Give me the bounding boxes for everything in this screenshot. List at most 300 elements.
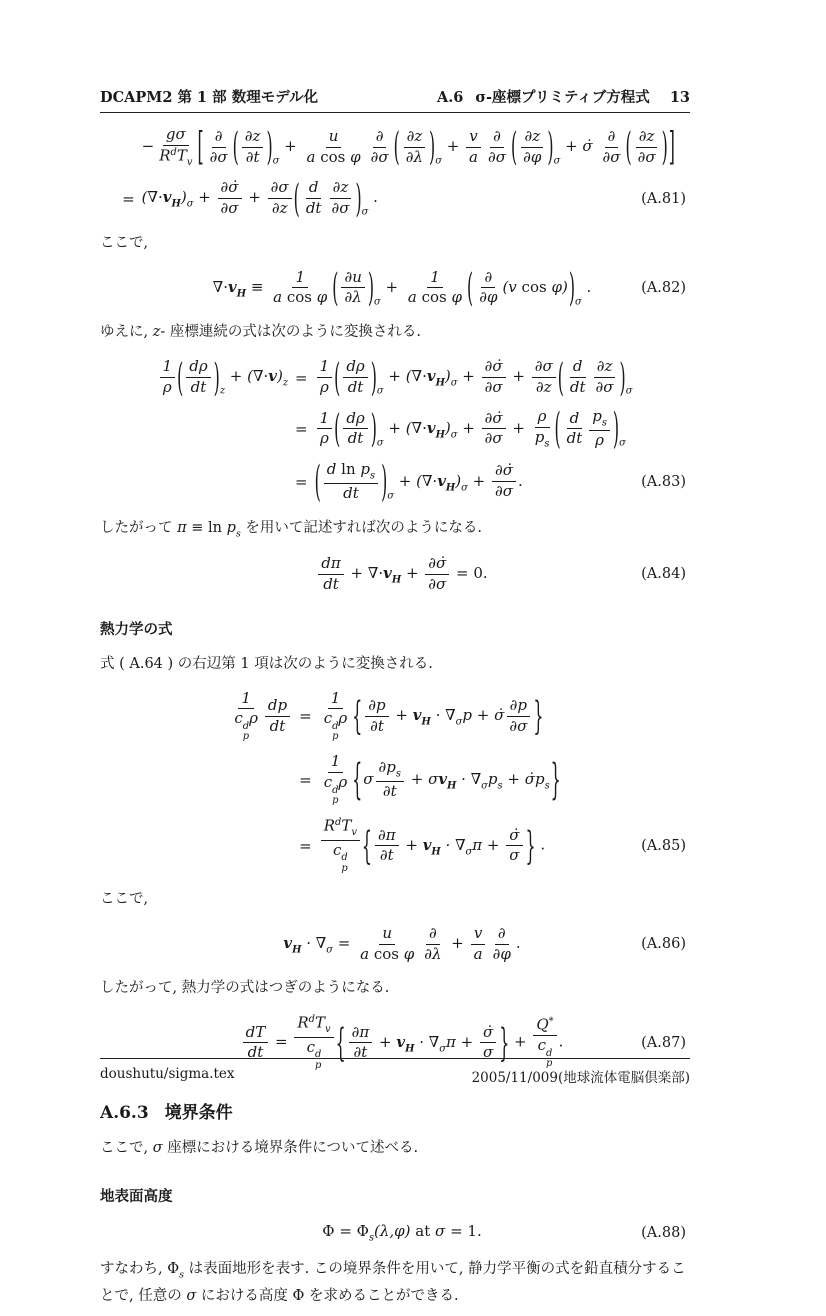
math-roman: . — [581, 277, 592, 296]
equation-relation: = — [295, 368, 308, 387]
close-delimiter: ] — [668, 122, 675, 170]
fraction-denominator — [321, 709, 351, 742]
open-delimiter: ( — [511, 122, 518, 170]
fraction-numerator — [376, 759, 404, 782]
math-bold-vector: H — [405, 1043, 415, 1055]
math-roman: したがって — [100, 519, 178, 536]
math-roman: ∇· — [421, 471, 438, 490]
math-italic: ∂ — [493, 126, 501, 145]
fraction-numerator — [567, 410, 583, 430]
math-italic: ∂σ̇ — [494, 461, 513, 480]
group-content — [239, 128, 267, 166]
math-subscript — [325, 1024, 331, 1035]
math-fraction — [482, 410, 506, 448]
math-sub — [332, 732, 338, 742]
footer-filename: doushutu/sigma.tex — [100, 1066, 235, 1082]
math-italic: ∂σ — [602, 147, 621, 166]
fraction-denominator — [345, 378, 367, 397]
math-bold-vector: H — [236, 288, 247, 300]
math-fraction — [207, 128, 231, 166]
math-fraction — [425, 555, 449, 593]
math-italic: ∂σ̇ — [220, 178, 239, 197]
fraction-denominator — [320, 575, 342, 594]
math-italic: φ — [350, 147, 361, 166]
fraction-denominator — [269, 199, 291, 218]
math-fraction — [599, 128, 623, 166]
math-subscript — [421, 716, 430, 727]
equation-rhs — [319, 817, 545, 874]
math-italic: ∂u — [344, 267, 362, 286]
math-italic: dt — [247, 1043, 264, 1062]
math-italic: c — [234, 709, 243, 728]
math-italic: d — [569, 408, 580, 427]
fraction-numerator — [375, 827, 399, 847]
fraction-denominator — [342, 288, 365, 307]
math-fraction — [589, 408, 610, 450]
fraction-denominator — [303, 199, 325, 218]
math-fraction — [520, 128, 544, 166]
fraction-numerator — [218, 179, 242, 199]
math-italic: σ — [326, 944, 333, 956]
math-italic: σ — [435, 1222, 446, 1241]
math-fraction — [268, 179, 292, 217]
open-delimiter: ( — [293, 174, 300, 221]
fraction-numerator — [294, 1014, 333, 1038]
paragraph — [100, 887, 690, 912]
math-italic: + σ̇p — [502, 769, 545, 788]
math-fraction — [490, 925, 514, 963]
equation-number: (A.87) — [641, 1034, 686, 1051]
math-italic: σ — [481, 780, 488, 792]
math-subscript — [451, 429, 458, 440]
math-fraction — [365, 697, 388, 735]
math-subscript — [171, 199, 180, 210]
math-fraction — [321, 690, 351, 743]
open-delimiter: ( — [557, 353, 564, 400]
math-fraction — [405, 269, 465, 307]
math-italic: · — [440, 835, 456, 854]
math-italic: σ — [376, 385, 384, 397]
math-italic: ρ — [319, 377, 329, 396]
math-italic: v — [351, 827, 357, 839]
math-italic: ρ — [162, 377, 172, 396]
math-italic: Q — [536, 1015, 549, 1034]
math-italic: s — [544, 780, 550, 792]
document-body — [100, 122, 690, 1309]
math-italic: ρ — [249, 709, 258, 728]
math-italic: R — [297, 1013, 309, 1032]
math-italic: σ — [625, 385, 633, 397]
math-italic: dρ — [189, 357, 208, 376]
math-fraction — [243, 1024, 269, 1062]
math-fraction — [343, 410, 367, 448]
equation-block — [100, 1219, 690, 1244]
close-delimiter: ) — [367, 263, 375, 311]
math-italic: d — [332, 720, 339, 732]
math-roman: = 1. — [445, 1222, 482, 1241]
math-sub — [243, 732, 249, 742]
fraction-denominator — [207, 148, 231, 167]
math-delimited-group — [293, 174, 362, 221]
math-italic: ∂σ — [270, 178, 289, 197]
open-delimiter: ( — [625, 122, 632, 170]
math-italic: 1 — [430, 267, 440, 286]
math-roman: cos — [369, 944, 404, 963]
math-italic: d — [242, 720, 250, 732]
math-roman: Φ = Φ — [322, 1222, 369, 1241]
fraction-denominator — [506, 846, 522, 865]
math-italic: 1 — [319, 357, 330, 376]
math-italic: T — [341, 816, 352, 835]
fraction-numerator — [425, 555, 449, 575]
open-delimiter: { — [335, 1018, 346, 1066]
math-italic: ) — [180, 188, 187, 207]
math-italic: d — [334, 817, 342, 829]
math-bold-vector: v — [268, 367, 277, 386]
math-italic: ) — [276, 367, 283, 386]
math-italic: v — [473, 924, 483, 943]
fraction-numerator — [306, 179, 322, 199]
paragraph — [100, 976, 690, 1001]
math-italic: ρ — [319, 429, 329, 448]
math-italic: σ — [376, 437, 384, 449]
fraction-numerator — [594, 358, 616, 378]
math-italic: σ — [574, 296, 582, 308]
math-italic: ρ — [338, 709, 348, 728]
fraction-denominator — [321, 773, 351, 806]
math-italic: + — [345, 564, 368, 583]
math-delimited-group — [467, 263, 575, 311]
math-italic: π + — [445, 1032, 478, 1051]
math-italic: ) — [444, 418, 451, 437]
math-italic: (λ,φ) — [374, 1222, 411, 1241]
math-italic: ∂σ — [494, 482, 513, 501]
header-section-title: σ-座標プリミティブ方程式 — [475, 89, 650, 106]
math-subscript — [439, 1043, 446, 1054]
group-content — [340, 410, 370, 448]
fraction-numerator — [330, 179, 352, 199]
equation-block — [100, 925, 690, 963]
math-italic: s — [601, 417, 607, 429]
math-subscript — [451, 378, 458, 389]
math-sub — [332, 796, 338, 806]
math-italic: + — [441, 137, 465, 156]
open-delimiter: ( — [467, 263, 474, 311]
fraction-denominator — [476, 288, 500, 307]
header-left-title: DCAPM2 第 1 部 数理モデル化 — [100, 89, 318, 106]
fraction-numerator — [521, 128, 543, 148]
equation-rhs — [315, 353, 633, 400]
close-delimiter: ) — [429, 122, 436, 170]
math-roman: ∇ — [455, 835, 466, 854]
close-delimiter: } — [525, 821, 536, 868]
math-fraction — [270, 269, 330, 307]
math-roman: . — [558, 1032, 564, 1051]
math-italic: + — [507, 367, 530, 386]
math-delimited-group — [557, 353, 626, 400]
math-delimited-group — [232, 122, 273, 170]
equation-rhs — [141, 122, 675, 170]
math-italic: z — [282, 377, 289, 389]
fraction-denominator — [330, 841, 351, 874]
math-italic: ∂λ — [424, 944, 442, 963]
math-italic: a — [360, 944, 370, 963]
math-italic: + — [401, 564, 424, 583]
group-content — [183, 358, 213, 396]
fraction-denominator — [492, 482, 516, 501]
math-roman: Φ — [167, 1260, 180, 1277]
math-italic: ≡ — [246, 277, 269, 296]
section-heading — [100, 1098, 690, 1123]
math-fraction — [343, 358, 367, 396]
open-delimiter: { — [361, 821, 372, 868]
math-italic: ∂σ — [331, 198, 350, 217]
group-content — [340, 358, 370, 396]
math-roman: を求めることができる. — [304, 1287, 459, 1304]
math-italic: dt — [347, 377, 364, 396]
equation-block — [100, 690, 690, 875]
math-fraction — [368, 128, 392, 166]
math-italic: p — [592, 406, 602, 425]
fraction-numerator — [570, 358, 586, 378]
equation-number: (A.83) — [641, 473, 686, 490]
math-italic: · — [414, 1032, 429, 1051]
paragraph — [100, 231, 690, 256]
group-content — [632, 128, 662, 166]
fraction-denominator — [188, 378, 210, 397]
fraction-denominator — [485, 148, 509, 167]
equation-rhs — [315, 402, 626, 453]
math-italic: ∂z — [638, 126, 655, 145]
math-subscript — [436, 429, 445, 440]
math-fraction — [317, 410, 333, 448]
math-subscript — [544, 438, 549, 449]
math-italic: ∂σ — [370, 147, 389, 166]
fraction-numerator — [492, 462, 516, 482]
math-italic: σ — [553, 155, 561, 167]
math-italic: + — [457, 418, 480, 437]
math-bold-vector: v — [437, 471, 446, 490]
math-italic: ( — [141, 188, 148, 207]
math-italic: ∂ — [428, 924, 437, 943]
fraction-denominator — [345, 429, 367, 448]
math-italic: ∂σ — [220, 198, 239, 217]
math-roman: cos — [315, 147, 351, 166]
fraction-denominator — [405, 288, 465, 307]
math-subscript — [220, 386, 225, 397]
math-italic: 1 — [241, 688, 251, 707]
fraction-denominator — [156, 146, 195, 169]
fraction-denominator — [218, 199, 242, 218]
math-roman: . — [368, 188, 378, 207]
math-italic: σ — [461, 482, 468, 494]
math-italic: v — [186, 156, 193, 168]
math-fraction — [218, 179, 242, 217]
math-subscript — [362, 207, 369, 218]
group-content — [400, 128, 429, 166]
fraction-numerator — [163, 126, 189, 146]
math-italic: ∂σ — [637, 147, 656, 166]
math-italic: σ — [509, 846, 520, 865]
math-italic: ∂σ — [488, 147, 506, 166]
fraction-numerator — [589, 408, 610, 431]
page-header — [100, 86, 690, 113]
math-roman: したがって, 熱力学の式はつぎのようになる. — [100, 980, 390, 997]
math-italic: σ — [152, 1140, 163, 1157]
math-bold-vector: v — [426, 418, 436, 437]
math-fraction — [341, 269, 364, 307]
math-italic: dt — [569, 377, 586, 396]
math-italic: ∂σ — [484, 429, 503, 448]
open-delimiter: [ — [197, 122, 204, 170]
math-italic: ∂σ — [209, 147, 228, 166]
math-italic: + — [390, 706, 413, 724]
math-italic: c — [332, 840, 342, 859]
math-italic: T — [314, 1013, 325, 1032]
math-fraction — [421, 925, 444, 963]
math-bold-vector: v — [383, 564, 392, 583]
math-roman: ∇· — [367, 564, 384, 583]
math-fraction — [328, 179, 352, 217]
math-italic: v — [325, 1024, 331, 1036]
group-content — [338, 269, 367, 307]
math-italic: ) — [455, 471, 462, 490]
math-fraction — [466, 128, 481, 166]
math-delimited-group — [332, 263, 375, 311]
fraction-numerator — [535, 408, 550, 428]
math-italic: p — [487, 769, 498, 788]
math-roman: 式 ( A.64 ) の右辺第 1 項は次のように変換される. — [100, 655, 433, 672]
fraction-denominator — [270, 288, 330, 307]
fraction-numerator — [242, 128, 264, 148]
equation-rhs — [314, 455, 523, 506]
math-italic: p — [534, 427, 545, 446]
math-italic: d — [326, 459, 337, 478]
math-italic: dt — [323, 574, 339, 593]
math-italic: v — [469, 126, 478, 145]
math-roman: 座標における境界条件について述べる. — [162, 1140, 419, 1157]
page-number: 13 — [669, 89, 690, 106]
math-italic: + — [279, 137, 302, 156]
math-italic: π — [177, 519, 187, 536]
math-roman: . — [515, 934, 521, 953]
fraction-denominator — [592, 431, 607, 450]
math-subscript — [392, 575, 401, 586]
math-italic: σ — [450, 377, 458, 389]
fraction-denominator — [340, 484, 362, 503]
math-italic: s — [544, 437, 550, 449]
math-fraction — [317, 358, 333, 396]
fraction-denominator — [421, 945, 444, 964]
math-italic: a — [407, 288, 417, 307]
header-section-number: A.6 — [436, 89, 464, 106]
subsection-heading: 地表面高度 — [100, 1189, 173, 1206]
math-italic: ∂σ — [484, 377, 503, 396]
math-roman: を用いて記述すれば次のようになる. — [240, 519, 483, 536]
math-fraction — [321, 817, 360, 874]
close-delimiter: } — [533, 691, 544, 739]
section-title: 境界条件 — [164, 1103, 233, 1124]
math-subscript — [374, 296, 381, 307]
fraction-denominator — [403, 148, 426, 167]
fraction-numerator — [243, 1024, 269, 1044]
math-italic: − — [141, 137, 155, 156]
math-fraction — [476, 269, 500, 307]
math-italic: ∂φ — [492, 944, 511, 963]
math-italic: σ̇ — [509, 825, 520, 844]
equation-grid — [302, 555, 487, 593]
math-italic: p — [360, 459, 370, 478]
group-content — [362, 759, 550, 801]
math-roman: ∇· — [147, 188, 163, 207]
equation-block — [100, 353, 690, 506]
math-italic: + — [400, 835, 423, 854]
close-delimiter: ) — [381, 455, 388, 506]
math-fraction — [403, 128, 426, 166]
math-italic: d — [170, 146, 177, 158]
math-italic: p — [226, 519, 236, 536]
math-fraction — [303, 128, 363, 166]
math-italic: σ — [374, 296, 381, 308]
math-italic: ∂z — [596, 357, 613, 376]
fraction-numerator — [490, 128, 504, 148]
fraction-denominator — [520, 148, 544, 167]
math-bold-vector: H — [431, 846, 441, 858]
math-fraction — [357, 925, 417, 963]
math-italic: ∂φ — [523, 147, 542, 166]
math-italic: φ — [451, 288, 463, 307]
math-bold-vector: v — [422, 835, 432, 854]
fraction-denominator — [599, 148, 623, 167]
equation-number: (A.88) — [641, 1225, 686, 1242]
math-roman: すなわち, — [100, 1260, 168, 1277]
fraction-numerator — [427, 269, 443, 289]
equation-relation: = — [299, 770, 312, 789]
math-italic: σ — [435, 155, 442, 167]
math-fraction — [635, 128, 659, 166]
fraction-numerator — [328, 690, 344, 710]
close-delimiter: ) — [568, 263, 575, 311]
fraction-numerator — [426, 925, 440, 945]
fraction-denominator — [490, 945, 514, 964]
math-italic: · — [430, 706, 446, 724]
fraction-denominator — [506, 717, 530, 736]
equation-number: (A.84) — [641, 566, 686, 583]
math-italic: ∂λ — [344, 288, 362, 307]
math-italic: ρ — [338, 773, 348, 792]
fraction-denominator — [231, 709, 261, 742]
math-italic: + σ — [405, 769, 439, 788]
math-fraction — [375, 827, 399, 865]
math-roman: - 座標連続の式は次のように変換される. — [160, 324, 421, 341]
math-italic: φ) — [551, 277, 568, 296]
math-subscript — [377, 437, 384, 448]
fraction-denominator — [380, 782, 400, 801]
equation-block — [100, 263, 690, 311]
math-delimited-group — [177, 353, 220, 400]
math-subscript — [187, 157, 193, 168]
fraction-numerator — [481, 269, 495, 289]
math-superscript — [549, 1016, 554, 1027]
subsection-heading: 熱力学の式 — [100, 621, 173, 638]
equation-block — [100, 555, 690, 593]
math-fraction — [564, 410, 586, 448]
math-italic: σ — [450, 429, 458, 441]
math-bold-vector: v — [438, 769, 448, 788]
math-italic: σ — [482, 1043, 494, 1062]
math-subscript — [602, 417, 607, 428]
fraction-numerator — [466, 128, 480, 148]
